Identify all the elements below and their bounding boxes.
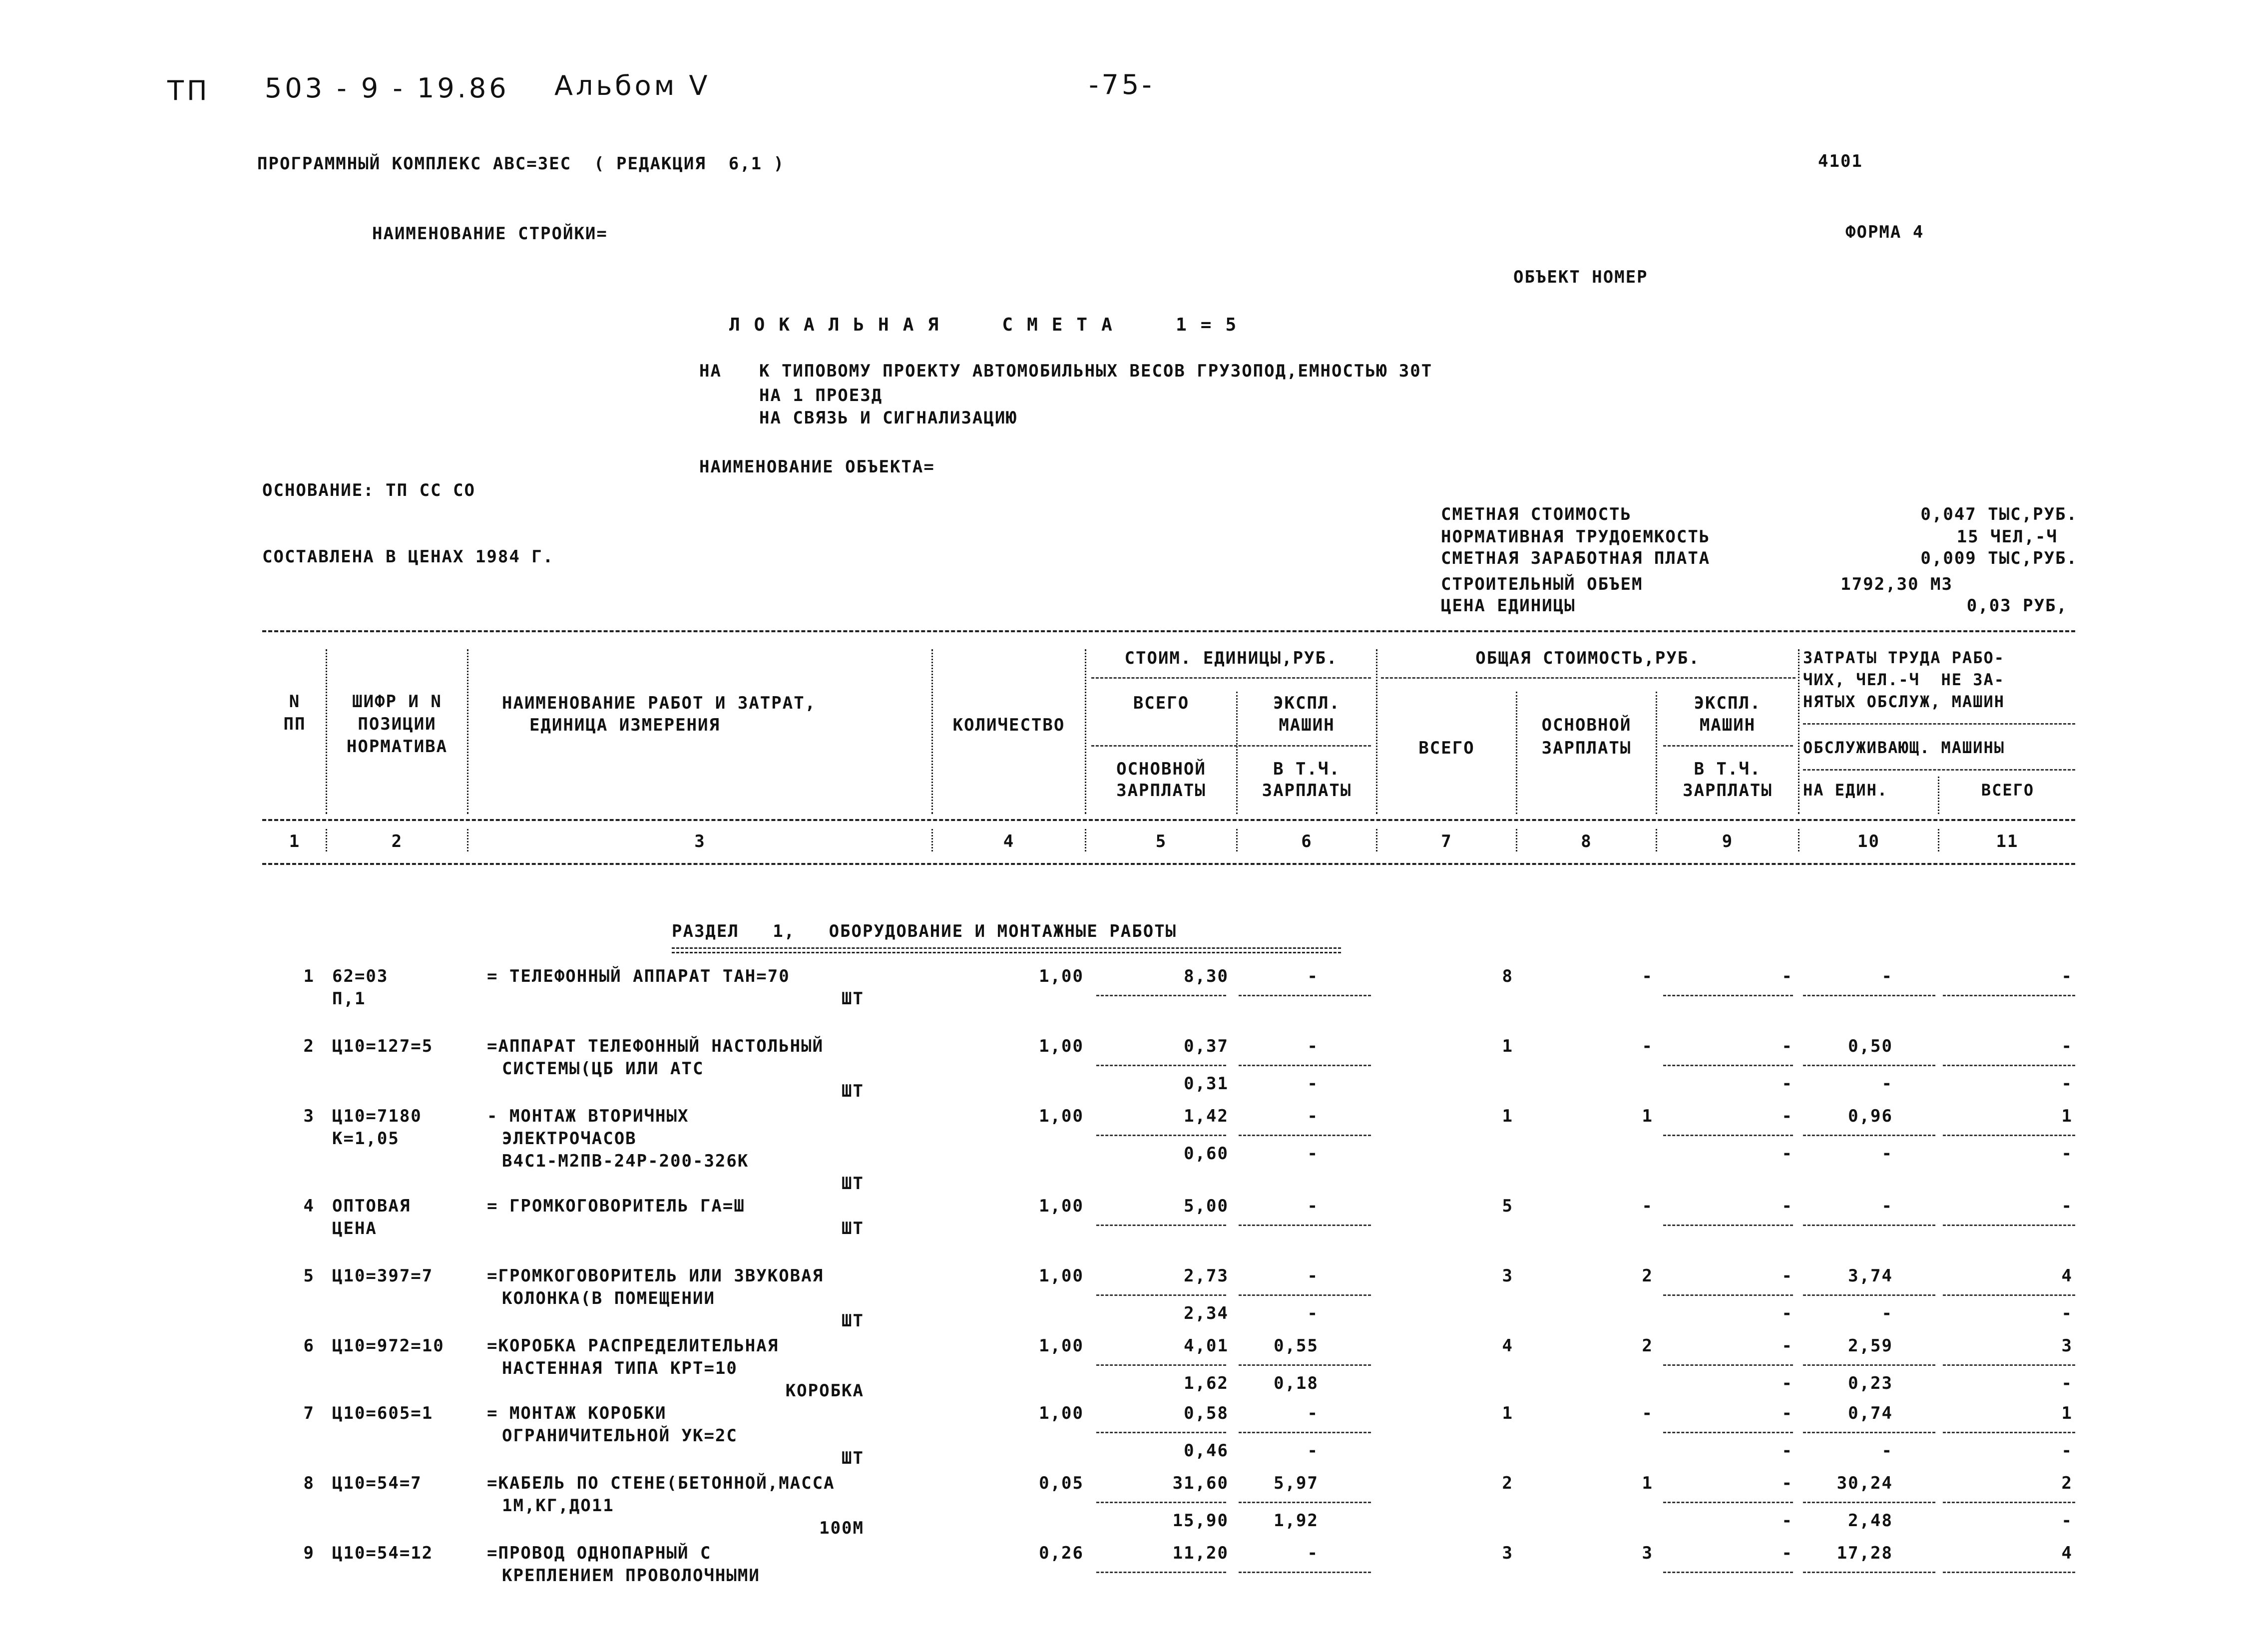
rule (1091, 745, 1371, 747)
total-wages: 2 (1642, 1266, 1653, 1286)
total-wages: - (1642, 1036, 1653, 1056)
subtotal-rule (1803, 1294, 1935, 1296)
summary-value: 0,047 ТЫС,РУБ. (1920, 504, 2078, 524)
unit-cost-wages: 0,46 (1184, 1441, 1229, 1461)
subtotal-rule (1239, 1065, 1371, 1066)
summary-label: СМЕТНАЯ СТОИМОСТЬ (1441, 504, 1632, 524)
summary-value: 0,009 ТЫС,РУБ. (1920, 548, 2078, 568)
total-wages: 2 (1642, 1336, 1653, 1356)
total-cost: 2 (1502, 1473, 1513, 1493)
subtotal-rule (1239, 1572, 1371, 1573)
total-machines: - (1782, 1266, 1793, 1286)
labor-machine-unit: - (1881, 1441, 1893, 1461)
title-line-1: К ТИПОВОМУ ПРОЕКТУ АВТОМОБИЛЬНЫХ ВЕСОВ ГРУЗОПОД,ЕМНОСТЬЮ 30Т (759, 361, 1433, 381)
col-number: 8 (1581, 831, 1592, 851)
quantity: 1,00 (1039, 1196, 1084, 1216)
col-number: 1 (289, 831, 301, 851)
col-2-head: ПОЗИЦИИ (358, 714, 437, 734)
work-name: =ПРОВОД ОДНОПАРНЫЙ С (487, 1543, 712, 1563)
col-number: 2 (391, 831, 403, 851)
total-wages: - (1642, 1403, 1653, 1423)
album-label: Альбом V (554, 70, 711, 101)
labor-machine-total: - (2061, 1303, 2073, 1323)
subtotal-rule (1096, 1294, 1226, 1296)
quantity: 1,00 (1039, 1403, 1084, 1423)
unit-cost-machines: 5,97 (1274, 1473, 1319, 1493)
section-underline (672, 947, 1341, 953)
subtotal-rule (1239, 1364, 1371, 1366)
col-divider (1376, 829, 1377, 851)
labor-total: - (2061, 966, 2073, 986)
col-5-head: ЗАРПЛАТЫ (1116, 781, 1206, 801)
col-6-head: В Т.Ч. (1273, 759, 1341, 779)
subtotal-rule (1096, 1225, 1226, 1226)
total-cost: 4 (1502, 1336, 1513, 1356)
subtotal-rule (1096, 1502, 1226, 1503)
quantity: 1,00 (1039, 1266, 1084, 1286)
col-divider (1376, 649, 1377, 814)
labor-per-unit: - (1881, 966, 1893, 986)
subtotal-rule (1663, 1294, 1793, 1296)
work-name: = ГРОМКОГОВОРИТЕЛЬ ГА=Ш (487, 1196, 745, 1216)
title-line-2: НА 1 ПРОЕЗД (759, 386, 883, 406)
unit-cost-wages: 1,62 (1184, 1373, 1229, 1393)
machine-wages: - (1782, 1144, 1793, 1164)
labor-per-unit: 0,96 (1848, 1106, 1893, 1126)
subtotal-rule (1239, 1502, 1371, 1503)
total-wages: - (1642, 966, 1653, 986)
form-label: ФОРМА 4 (1845, 222, 1924, 242)
labor-per-unit: 30,24 (1836, 1473, 1893, 1493)
col-1-head: N (289, 692, 301, 712)
object-number: ОБЪЕКТ НОМЕР (1513, 267, 1648, 287)
work-name: 1М,КГ,ДО11 (502, 1496, 614, 1516)
col-9-head: В Т.Ч. (1694, 759, 1762, 779)
subtotal-rule (1943, 1225, 2075, 1226)
labor-total: - (2061, 1196, 2073, 1216)
total-cost-group: ОБЩАЯ СТОИМОСТЬ,РУБ. (1475, 648, 1700, 668)
total-machines: - (1782, 1473, 1793, 1493)
row-number: 8 (303, 1473, 315, 1493)
col-divider (326, 829, 327, 851)
rule (262, 630, 2075, 632)
subtotal-rule (1943, 1432, 2075, 1433)
unit-machine-wages: 0,18 (1274, 1373, 1319, 1393)
rule (1803, 723, 2075, 725)
total-wages: 3 (1642, 1543, 1653, 1563)
col-7-head: ВСЕГО (1418, 738, 1475, 758)
norm-code: Ц10=127=5 (332, 1036, 434, 1056)
row-number: 7 (303, 1403, 315, 1423)
machine-wages: - (1782, 1511, 1793, 1531)
labor-machine-unit: 2,48 (1848, 1511, 1893, 1531)
unit-cost-total: 31,60 (1172, 1473, 1229, 1493)
total-machines: - (1782, 1543, 1793, 1563)
tp-label: ТП (167, 75, 210, 106)
subtotal-rule (1096, 1135, 1226, 1136)
col-divider (467, 649, 468, 814)
unit-machine-wages: 1,92 (1274, 1511, 1319, 1531)
work-name: КРЕПЛЕНИЕМ ПРОВОЛОЧНЫМИ (502, 1566, 760, 1586)
subtotal-rule (1803, 995, 1935, 996)
subtotal-rule (1803, 1432, 1935, 1433)
work-name: =КАБЕЛЬ ПО СТЕНЕ(БЕТОННОЙ,МАССА (487, 1473, 835, 1493)
total-machines: - (1782, 1106, 1793, 1126)
subtotal-rule (1239, 995, 1371, 996)
subtotal-rule (1663, 1135, 1793, 1136)
unit-cost-machines: - (1307, 1543, 1319, 1563)
labor-group: НЯТЫХ ОБСЛУЖ, МАШИН (1803, 692, 2005, 711)
total-cost: 5 (1502, 1196, 1513, 1216)
subtotal-rule (1239, 1225, 1371, 1226)
summary-label: СМЕТНАЯ ЗАРАБОТНАЯ ПЛАТА (1441, 548, 1711, 568)
total-cost: 1 (1502, 1106, 1513, 1126)
col-1-head: ПП (283, 714, 306, 734)
subtotal-rule (1663, 1502, 1793, 1503)
subtotal-rule (1943, 995, 2075, 996)
subtotal-rule (1096, 1572, 1226, 1573)
col-number: 11 (1996, 831, 2019, 851)
norm-code: Ц10=54=7 (332, 1473, 422, 1493)
rule (262, 863, 2075, 865)
labor-machine-unit: - (1881, 1074, 1893, 1094)
quantity: 1,00 (1039, 966, 1084, 986)
work-name: СИСТЕМЫ(ЦБ ИЛИ АТС (502, 1059, 704, 1079)
summary-label: СТРОИТЕЛЬНЫЙ ОБЪЕМ (1441, 574, 1643, 594)
total-cost: 3 (1502, 1266, 1513, 1286)
work-name: ОГРАНИЧИТЕЛЬНОЙ УК=2С (502, 1426, 738, 1446)
work-name: = МОНТАЖ КОРОБКИ (487, 1403, 667, 1423)
labor-machine-unit: 0,23 (1848, 1373, 1893, 1393)
quantity: 1,00 (1039, 1036, 1084, 1056)
norm-code: Ц10=605=1 (332, 1403, 434, 1423)
labor-per-unit: 17,28 (1836, 1543, 1893, 1563)
col-6-head: МАШИН (1279, 715, 1335, 735)
subtotal-rule (1239, 1432, 1371, 1433)
col-number: 5 (1155, 831, 1167, 851)
unit-machine-wages: - (1307, 1441, 1319, 1461)
summary-label: ЦЕНА ЕДИНИЦЫ (1441, 596, 1576, 616)
col-8-head: ОСНОВНОЙ (1541, 715, 1632, 735)
labor-machine-total: - (2061, 1441, 2073, 1461)
unit-machine-wages: - (1307, 1144, 1319, 1164)
total-machines: - (1782, 966, 1793, 986)
unit-cost-machines: - (1307, 1266, 1319, 1286)
labor-total: 1 (2061, 1403, 2073, 1423)
unit-of-measure: КОРОБКА (785, 1381, 864, 1401)
unit-of-measure: ШТ (842, 1219, 864, 1239)
row-number: 1 (303, 966, 315, 986)
row-number: 3 (303, 1106, 315, 1126)
col-6-head: ЗАРПЛАТЫ (1262, 781, 1352, 801)
estimate-title: ЛОКАЛЬНАЯ СМЕТА 1=5 (729, 315, 1251, 335)
subtotal-rule (1096, 1364, 1226, 1366)
norm-code: Ц10=397=7 (332, 1266, 434, 1286)
total-machines: - (1782, 1336, 1793, 1356)
machine-wages: - (1782, 1441, 1793, 1461)
col-number: 3 (694, 831, 706, 851)
unit-cost-wages: 2,34 (1184, 1303, 1229, 1323)
subtotal-rule (1663, 1432, 1793, 1433)
subtotal-rule (1943, 1065, 2075, 1066)
unit-cost-total: 4,01 (1184, 1336, 1229, 1356)
work-name: =ГРОМКОГОВОРИТЕЛЬ ИЛИ ЗВУКОВАЯ (487, 1266, 824, 1286)
subtotal-rule (1096, 1065, 1226, 1066)
col-number: 10 (1857, 831, 1880, 851)
subtotal-rule (1663, 1225, 1793, 1226)
total-wages: 1 (1642, 1106, 1653, 1126)
unit-cost-total: 0,58 (1184, 1403, 1229, 1423)
subtotal-rule (1803, 1502, 1935, 1503)
work-name: ЭЛЕКТРОЧАСОВ (502, 1129, 637, 1149)
col-9-head: ЗАРПЛАТЫ (1683, 781, 1773, 801)
total-wages: 1 (1642, 1473, 1653, 1493)
col-divider (1236, 829, 1238, 851)
unit-cost-wages: 15,90 (1172, 1511, 1229, 1531)
col-divider (1085, 829, 1086, 851)
subtotal-rule (1663, 1065, 1793, 1066)
subtotal-rule (1803, 1364, 1935, 1366)
rule (1803, 769, 2075, 771)
labor-sub: ОБСЛУЖИВАЮЩ. МАШИНЫ (1803, 738, 2005, 757)
quantity: 1,00 (1039, 1336, 1084, 1356)
row-number: 6 (303, 1336, 315, 1356)
unit-cost-group: СТОИМ. ЕДИНИЦЫ,РУБ. (1124, 648, 1338, 668)
subtotal-rule (1096, 1432, 1226, 1433)
labor-group: ЧИХ, ЧЕЛ.-Ч НЕ ЗА- (1803, 670, 2005, 689)
labor-per-unit: 0,50 (1848, 1036, 1893, 1056)
summary-value: 1792,30 М3 (1840, 574, 1953, 594)
col-divider (1798, 829, 1799, 851)
rule (1381, 677, 1795, 679)
section-heading: РАЗДЕЛ 1, ОБОРУДОВАНИЕ И МОНТАЖНЫЕ РАБОТЫ (672, 921, 1177, 941)
col-divider (1516, 829, 1517, 851)
col-divider (1798, 649, 1799, 814)
labor-total: 3 (2061, 1336, 2073, 1356)
subtotal-rule (1943, 1502, 2075, 1503)
unit-of-measure: ШТ (842, 1448, 864, 1468)
labor-machine-unit: - (1881, 1144, 1893, 1164)
col-divider (467, 829, 468, 851)
doc-number: 4101 (1818, 151, 1863, 171)
col-2-head: НОРМАТИВА (346, 737, 448, 757)
col-divider (931, 829, 933, 851)
unit-cost-wages: 0,60 (1184, 1144, 1229, 1164)
col-number: 7 (1441, 831, 1452, 851)
col-3-head: НАИМЕНОВАНИЕ РАБОТ И ЗАТРАТ, (502, 693, 817, 713)
col-number: 6 (1301, 831, 1313, 851)
quantity: 1,00 (1039, 1106, 1084, 1126)
labor-machine-total: - (2061, 1074, 2073, 1094)
labor-group: ЗАТРАТЫ ТРУДА РАБО- (1803, 648, 2005, 667)
subtotal-rule (1239, 1135, 1371, 1136)
subtotal-rule (1943, 1572, 2075, 1573)
labor-machine-total: - (2061, 1511, 2073, 1531)
unit-cost-total: 0,37 (1184, 1036, 1229, 1056)
title-na: НА (699, 361, 722, 381)
col-6-head: ЭКСПЛ. (1273, 693, 1341, 713)
total-cost: 8 (1502, 966, 1513, 986)
subtotal-rule (1663, 995, 1793, 996)
work-name: = ТЕЛЕФОННЫЙ АППАРАТ ТАН=70 (487, 966, 790, 986)
work-name: В4С1-М2ПВ-24Р-200-326К (502, 1151, 749, 1171)
total-cost: 1 (1502, 1036, 1513, 1056)
labor-machine-unit: - (1881, 1303, 1893, 1323)
norm-code: К=1,05 (332, 1129, 400, 1149)
labor-per-unit: 2,59 (1848, 1336, 1893, 1356)
unit-cost-total: 11,20 (1172, 1543, 1229, 1563)
col-divider (1938, 777, 1939, 814)
row-number: 5 (303, 1266, 315, 1286)
project-code: 503 - 9 - 19.86 (265, 72, 509, 104)
subtotal-rule (1096, 995, 1226, 996)
work-name: НАСТЕННАЯ ТИПА КРТ=10 (502, 1358, 738, 1378)
unit-cost-machines: 0,55 (1274, 1336, 1319, 1356)
unit-cost-total: 1,42 (1184, 1106, 1229, 1126)
norm-code: Ц10=7180 (332, 1106, 422, 1126)
labor-total: 1 (2061, 1106, 2073, 1126)
summary-label: НОРМАТИВНАЯ ТРУДОЕМКОСТЬ (1441, 527, 1711, 547)
work-name: - МОНТАЖ ВТОРИЧНЫХ (487, 1106, 689, 1126)
unit-cost-machines: - (1307, 1036, 1319, 1056)
rule (1091, 677, 1371, 679)
rule (1663, 745, 1793, 747)
rule (262, 819, 2075, 821)
norm-code: Ц10=54=12 (332, 1543, 434, 1563)
machine-wages: - (1782, 1373, 1793, 1393)
col-10-head: НА ЕДИН. (1803, 781, 1888, 800)
col-9-head: ЭКСПЛ. (1694, 693, 1762, 713)
norm-code: ОПТОВАЯ (332, 1196, 411, 1216)
unit-of-measure: ШТ (842, 989, 864, 1009)
labor-total: 2 (2061, 1473, 2073, 1493)
work-name: =АППАРАТ ТЕЛЕФОННЫЙ НАСТОЛЬНЫЙ (487, 1036, 824, 1056)
subtotal-rule (1803, 1225, 1935, 1226)
basis: ОСНОВАНИЕ: ТП СС СО (262, 480, 475, 500)
total-machines: - (1782, 1403, 1793, 1423)
labor-total: - (2061, 1036, 2073, 1056)
labor-total: 4 (2061, 1266, 2073, 1286)
unit-of-measure: ШТ (842, 1081, 864, 1101)
quantity: 0,05 (1039, 1473, 1084, 1493)
price-level: СОСТАВЛЕНА В ЦЕНАХ 1984 Г. (262, 547, 554, 567)
title-line-3: НА СВЯЗЬ И СИГНАЛИЗАЦИЮ (759, 408, 1017, 428)
labor-machine-total: - (2061, 1144, 2073, 1164)
unit-machine-wages: - (1307, 1303, 1319, 1323)
norm-code: 62=03 (332, 966, 389, 986)
col-divider (1656, 829, 1657, 851)
object-name: НАИМЕНОВАНИЕ ОБЪЕКТА= (699, 457, 935, 477)
subtotal-rule (1803, 1065, 1935, 1066)
col-number: 4 (1003, 831, 1015, 851)
col-5-head: ОСНОВНОЙ (1116, 759, 1206, 779)
page-number: -75- (1089, 69, 1155, 100)
subtotal-rule (1943, 1294, 2075, 1296)
summary-value: 15 ЧЕЛ,-Ч (1956, 527, 2058, 547)
col-divider (1938, 829, 1939, 851)
total-cost: 1 (1502, 1403, 1513, 1423)
col-4-head: КОЛИЧЕСТВО (952, 715, 1065, 735)
subtotal-rule (1663, 1572, 1793, 1573)
machine-wages: - (1782, 1074, 1793, 1094)
unit-cost-total: 8,30 (1184, 966, 1229, 986)
labor-per-unit: - (1881, 1196, 1893, 1216)
construction-name: НАИМЕНОВАНИЕ СТРОЙКИ= (372, 224, 608, 244)
col-11-head: ВСЕГО (1981, 781, 2035, 800)
row-number: 4 (303, 1196, 315, 1216)
labor-per-unit: 0,74 (1848, 1403, 1893, 1423)
total-machines: - (1782, 1196, 1793, 1216)
unit-of-measure: ШТ (842, 1311, 864, 1331)
norm-code: ЦЕНА (332, 1219, 377, 1239)
unit-cost-machines: - (1307, 1403, 1319, 1423)
subtotal-rule (1943, 1364, 2075, 1366)
row-number: 2 (303, 1036, 315, 1056)
labor-total: 4 (2061, 1543, 2073, 1563)
col-5-head: ВСЕГО (1133, 693, 1190, 713)
col-number: 9 (1722, 831, 1734, 851)
col-9-head: МАШИН (1699, 715, 1756, 735)
col-2-head: ШИФР И N (352, 692, 442, 712)
unit-cost-wages: 0,31 (1184, 1074, 1229, 1094)
labor-per-unit: 3,74 (1848, 1266, 1893, 1286)
work-name: =КОРОБКА РАСПРЕДЕЛИТЕЛЬНАЯ (487, 1336, 779, 1356)
unit-of-measure: 100М (819, 1518, 864, 1538)
subtotal-rule (1803, 1572, 1935, 1573)
subtotal-rule (1943, 1135, 2075, 1136)
norm-code: П,1 (332, 989, 366, 1009)
total-wages: - (1642, 1196, 1653, 1216)
unit-cost-total: 5,00 (1184, 1196, 1229, 1216)
col-3-head: ЕДИНИЦА ИЗМЕРЕНИЯ (529, 715, 720, 735)
quantity: 0,26 (1039, 1543, 1084, 1563)
unit-cost-total: 2,73 (1184, 1266, 1229, 1286)
row-number: 9 (303, 1543, 315, 1563)
unit-cost-machines: - (1307, 1196, 1319, 1216)
norm-code: Ц10=972=10 (332, 1336, 445, 1356)
subtotal-rule (1663, 1364, 1793, 1366)
unit-cost-machines: - (1307, 966, 1319, 986)
subtotal-rule (1239, 1294, 1371, 1296)
labor-machine-total: - (2061, 1373, 2073, 1393)
machine-wages: - (1782, 1303, 1793, 1323)
total-machines: - (1782, 1036, 1793, 1056)
col-8-head: ЗАРПЛАТЫ (1541, 738, 1632, 758)
work-name: КОЛОНКА(В ПОМЕЩЕНИИ (502, 1288, 715, 1308)
unit-of-measure: ШТ (842, 1174, 864, 1194)
unit-cost-machines: - (1307, 1106, 1319, 1126)
subtotal-rule (1803, 1135, 1935, 1136)
unit-machine-wages: - (1307, 1074, 1319, 1094)
program-line: ПРОГРАММНЫЙ КОМПЛЕКС АВС=3ЕС ( РЕДАКЦИЯ 6,1 ) (257, 154, 785, 174)
total-cost: 3 (1502, 1543, 1513, 1563)
summary-value: 0,03 РУБ, (1966, 596, 2068, 616)
